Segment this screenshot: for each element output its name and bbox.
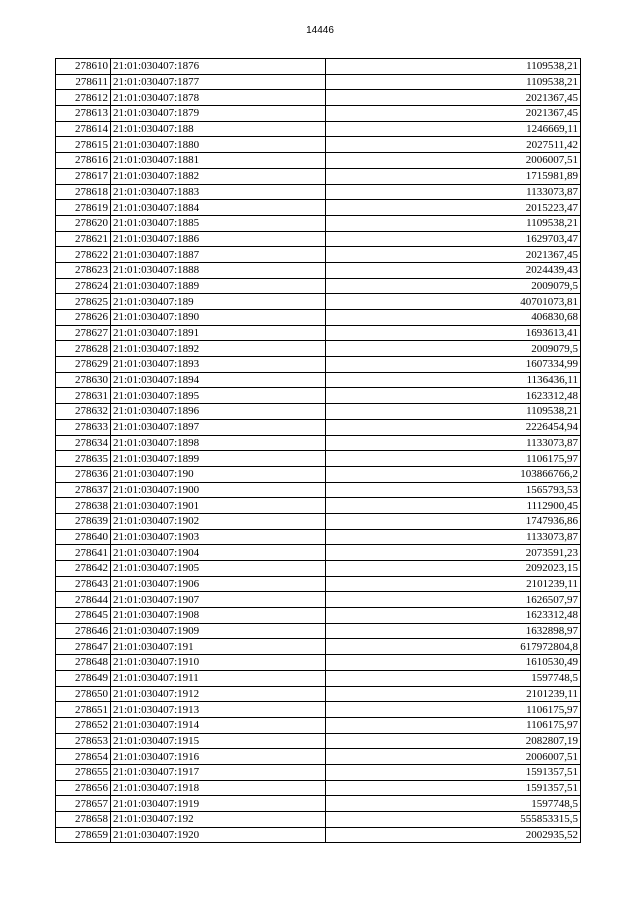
cadastral-number-cell: 21:01:030407:1910	[111, 655, 326, 671]
cadastral-number-cell: 21:01:030407:1914	[111, 717, 326, 733]
table-row	[56, 137, 581, 153]
table-row	[56, 717, 581, 733]
table-row	[56, 153, 581, 169]
cadastral-value-cell: 1106175,97	[326, 702, 581, 718]
cadastral-value-cell: 2226454,94	[326, 419, 581, 435]
table-row	[56, 545, 581, 561]
row-number-cell: 278658	[56, 812, 111, 828]
row-number-cell: 278636	[56, 466, 111, 482]
cadastral-number-cell: 21:01:030407:1876	[111, 59, 326, 75]
cadastral-number-cell: 21:01:030407:1884	[111, 200, 326, 216]
cadastral-value-cell: 1623312,48	[326, 608, 581, 624]
table-row	[56, 325, 581, 341]
table-row	[56, 419, 581, 435]
cadastral-number-cell: 21:01:030407:1896	[111, 404, 326, 420]
cadastral-number-cell: 21:01:030407:1893	[111, 357, 326, 373]
row-number-cell: 278635	[56, 451, 111, 467]
table-row	[56, 121, 581, 137]
table-row	[56, 796, 581, 812]
cadastral-number-cell: 21:01:030407:1897	[111, 419, 326, 435]
table-row	[56, 608, 581, 624]
table-row	[56, 247, 581, 263]
cadastral-number-cell: 21:01:030407:1899	[111, 451, 326, 467]
table-row	[56, 184, 581, 200]
row-number-cell: 278655	[56, 764, 111, 780]
page-number: 14446	[306, 25, 334, 36]
cadastral-value-cell: 1133073,87	[326, 435, 581, 451]
cadastral-number-cell: 21:01:030407:1878	[111, 90, 326, 106]
cadastral-value-cell: 2027511,42	[326, 137, 581, 153]
cadastral-value-cell: 1109538,21	[326, 404, 581, 420]
table-row	[56, 59, 581, 75]
cadastral-value-cell: 2015223,47	[326, 200, 581, 216]
cadastral-value-cell: 1607334,99	[326, 357, 581, 373]
cadastral-number-cell: 21:01:030407:1890	[111, 310, 326, 326]
table-row	[56, 262, 581, 278]
table-row	[56, 451, 581, 467]
cadastral-value-cell: 2002935,52	[326, 827, 581, 843]
cadastral-number-cell: 21:01:030407:1909	[111, 623, 326, 639]
table-row	[56, 372, 581, 388]
cadastral-number-cell: 21:01:030407:1901	[111, 498, 326, 514]
table-row	[56, 827, 581, 843]
cadastral-value-cell: 1591357,51	[326, 780, 581, 796]
cadastral-value-cell: 1629703,47	[326, 231, 581, 247]
table-row	[56, 498, 581, 514]
cadastral-value-cell: 1106175,97	[326, 451, 581, 467]
cadastral-value-cell: 103866766,2	[326, 466, 581, 482]
cadastral-value-cell: 2073591,23	[326, 545, 581, 561]
table-body	[56, 59, 581, 843]
cadastral-number-cell: 21:01:030407:1919	[111, 796, 326, 812]
row-number-cell: 278633	[56, 419, 111, 435]
row-number-cell: 278629	[56, 357, 111, 373]
cadastral-value-cell: 2101239,11	[326, 686, 581, 702]
cadastral-value-cell: 555853315,5	[326, 812, 581, 828]
row-number-cell: 278634	[56, 435, 111, 451]
table-row	[56, 592, 581, 608]
cadastral-number-cell: 21:01:030407:1883	[111, 184, 326, 200]
cadastral-value-cell: 2006007,51	[326, 749, 581, 765]
cadastral-number-cell: 21:01:030407:1891	[111, 325, 326, 341]
row-number-cell: 278615	[56, 137, 111, 153]
row-number-cell: 278648	[56, 655, 111, 671]
cadastral-value-cell: 1610530,49	[326, 655, 581, 671]
row-number-cell: 278626	[56, 310, 111, 326]
table-row	[56, 655, 581, 671]
cadastral-value-cell: 2082807,19	[326, 733, 581, 749]
cadastral-value-cell: 1112900,45	[326, 498, 581, 514]
row-number-cell: 278639	[56, 513, 111, 529]
row-number-cell: 278618	[56, 184, 111, 200]
cadastral-number-cell: 21:01:030407:1881	[111, 153, 326, 169]
cadastral-value-cell: 1133073,87	[326, 184, 581, 200]
cadastral-value-cell: 2009079,5	[326, 341, 581, 357]
row-number-cell: 278637	[56, 482, 111, 498]
cadastral-value-cell: 1693613,41	[326, 325, 581, 341]
cadastral-number-cell: 21:01:030407:1879	[111, 106, 326, 122]
cadastral-number-cell: 21:01:030407:1894	[111, 372, 326, 388]
cadastral-value-cell: 1109538,21	[326, 215, 581, 231]
table-row	[56, 670, 581, 686]
table-row	[56, 341, 581, 357]
cadastral-value-cell: 40701073,81	[326, 294, 581, 310]
cadastral-value-cell: 617972804,8	[326, 639, 581, 655]
cadastral-number-cell: 21:01:030407:1895	[111, 388, 326, 404]
cadastral-number-cell: 21:01:030407:1898	[111, 435, 326, 451]
table-row	[56, 513, 581, 529]
table-row	[56, 639, 581, 655]
cadastral-number-cell: 21:01:030407:1892	[111, 341, 326, 357]
row-number-cell: 278623	[56, 262, 111, 278]
table-row	[56, 388, 581, 404]
cadastral-number-cell: 21:01:030407:1905	[111, 561, 326, 577]
row-number-cell: 278611	[56, 74, 111, 90]
row-number-cell: 278651	[56, 702, 111, 718]
row-number-cell: 278612	[56, 90, 111, 106]
cadastral-value-cell: 1597748,5	[326, 796, 581, 812]
cadastral-number-cell: 21:01:030407:1908	[111, 608, 326, 624]
table-row	[56, 812, 581, 828]
row-number-cell: 278614	[56, 121, 111, 137]
row-number-cell: 278625	[56, 294, 111, 310]
row-number-cell: 278617	[56, 168, 111, 184]
cadastral-value-cell: 1747936,86	[326, 513, 581, 529]
table-row	[56, 435, 581, 451]
table-row	[56, 466, 581, 482]
table-row	[56, 623, 581, 639]
cadastral-value-cell: 1246669,11	[326, 121, 581, 137]
table-row	[56, 90, 581, 106]
table-row	[56, 215, 581, 231]
cadastral-value-cell: 1632898,97	[326, 623, 581, 639]
cadastral-value-cell: 1591357,51	[326, 764, 581, 780]
table-row	[56, 702, 581, 718]
table-row	[56, 168, 581, 184]
cadastral-number-cell: 21:01:030407:1877	[111, 74, 326, 90]
row-number-cell: 278653	[56, 733, 111, 749]
row-number-cell: 278647	[56, 639, 111, 655]
cadastral-number-cell: 21:01:030407:189	[111, 294, 326, 310]
cadastral-number-cell: 21:01:030407:1917	[111, 764, 326, 780]
row-number-cell: 278643	[56, 576, 111, 592]
table-row	[56, 686, 581, 702]
cadastral-value-cell: 2009079,5	[326, 278, 581, 294]
row-number-cell: 278628	[56, 341, 111, 357]
cadastral-value-cell: 2021367,45	[326, 90, 581, 106]
cadastral-value-cell: 2024439,43	[326, 262, 581, 278]
cadastral-value-cell: 2006007,51	[326, 153, 581, 169]
cadastral-value-cell: 1626507,97	[326, 592, 581, 608]
row-number-cell: 278638	[56, 498, 111, 514]
cadastral-number-cell: 21:01:030407:1920	[111, 827, 326, 843]
table-row	[56, 106, 581, 122]
cadastral-value-cell: 406830,68	[326, 310, 581, 326]
cadastral-value-cell: 2021367,45	[326, 106, 581, 122]
row-number-cell: 278632	[56, 404, 111, 420]
cadastral-number-cell: 21:01:030407:191	[111, 639, 326, 655]
table-row	[56, 74, 581, 90]
cadastral-value-table	[55, 58, 581, 843]
row-number-cell: 278650	[56, 686, 111, 702]
cadastral-number-cell: 21:01:030407:1880	[111, 137, 326, 153]
row-number-cell: 278649	[56, 670, 111, 686]
row-number-cell: 278610	[56, 59, 111, 75]
cadastral-value-cell: 1623312,48	[326, 388, 581, 404]
row-number-cell: 278645	[56, 608, 111, 624]
cadastral-number-cell: 21:01:030407:1889	[111, 278, 326, 294]
row-number-cell: 278613	[56, 106, 111, 122]
cadastral-number-cell: 21:01:030407:1912	[111, 686, 326, 702]
row-number-cell: 278659	[56, 827, 111, 843]
cadastral-number-cell: 21:01:030407:1906	[111, 576, 326, 592]
row-number-cell: 278619	[56, 200, 111, 216]
cadastral-number-cell: 21:01:030407:1885	[111, 215, 326, 231]
row-number-cell: 278646	[56, 623, 111, 639]
cadastral-number-cell: 21:01:030407:1887	[111, 247, 326, 263]
table-row	[56, 576, 581, 592]
row-number-cell: 278631	[56, 388, 111, 404]
row-number-cell: 278630	[56, 372, 111, 388]
cadastral-number-cell: 21:01:030407:192	[111, 812, 326, 828]
table-row	[56, 749, 581, 765]
row-number-cell: 278656	[56, 780, 111, 796]
cadastral-value-cell: 1133073,87	[326, 529, 581, 545]
cadastral-value-cell: 1136436,11	[326, 372, 581, 388]
cadastral-number-cell: 21:01:030407:1882	[111, 168, 326, 184]
cadastral-number-cell: 21:01:030407:1918	[111, 780, 326, 796]
table-row	[56, 231, 581, 247]
table-row	[56, 310, 581, 326]
cadastral-value-cell: 1106175,97	[326, 717, 581, 733]
table-row	[56, 529, 581, 545]
table-row	[56, 357, 581, 373]
row-number-cell: 278640	[56, 529, 111, 545]
table-row	[56, 482, 581, 498]
table-row	[56, 561, 581, 577]
table-row	[56, 764, 581, 780]
cadastral-value-cell: 2092023,15	[326, 561, 581, 577]
cadastral-number-cell: 21:01:030407:1903	[111, 529, 326, 545]
table-row	[56, 404, 581, 420]
row-number-cell: 278642	[56, 561, 111, 577]
row-number-cell: 278624	[56, 278, 111, 294]
table-row	[56, 733, 581, 749]
cadastral-number-cell: 21:01:030407:1888	[111, 262, 326, 278]
cadastral-number-cell: 21:01:030407:1900	[111, 482, 326, 498]
table-row	[56, 278, 581, 294]
row-number-cell: 278654	[56, 749, 111, 765]
cadastral-value-cell: 1109538,21	[326, 74, 581, 90]
row-number-cell: 278641	[56, 545, 111, 561]
cadastral-number-cell: 21:01:030407:1916	[111, 749, 326, 765]
table-row	[56, 780, 581, 796]
row-number-cell: 278620	[56, 215, 111, 231]
cadastral-value-cell: 1597748,5	[326, 670, 581, 686]
cadastral-number-cell: 21:01:030407:1886	[111, 231, 326, 247]
cadastral-number-cell: 21:01:030407:188	[111, 121, 326, 137]
cadastral-value-cell: 1109538,21	[326, 59, 581, 75]
cadastral-number-cell: 21:01:030407:1915	[111, 733, 326, 749]
row-number-cell: 278616	[56, 153, 111, 169]
cadastral-number-cell: 21:01:030407:1902	[111, 513, 326, 529]
cadastral-number-cell: 21:01:030407:1913	[111, 702, 326, 718]
cadastral-number-cell: 21:01:030407:1907	[111, 592, 326, 608]
cadastral-number-cell: 21:01:030407:190	[111, 466, 326, 482]
cadastral-value-cell: 1565793,53	[326, 482, 581, 498]
row-number-cell: 278622	[56, 247, 111, 263]
row-number-cell: 278657	[56, 796, 111, 812]
row-number-cell: 278652	[56, 717, 111, 733]
row-number-cell: 278621	[56, 231, 111, 247]
cadastral-value-cell: 2021367,45	[326, 247, 581, 263]
table-row	[56, 200, 581, 216]
row-number-cell: 278644	[56, 592, 111, 608]
table-row	[56, 294, 581, 310]
cadastral-value-cell: 1715981,89	[326, 168, 581, 184]
row-number-cell: 278627	[56, 325, 111, 341]
cadastral-number-cell: 21:01:030407:1911	[111, 670, 326, 686]
cadastral-number-cell: 21:01:030407:1904	[111, 545, 326, 561]
cadastral-value-cell: 2101239,11	[326, 576, 581, 592]
